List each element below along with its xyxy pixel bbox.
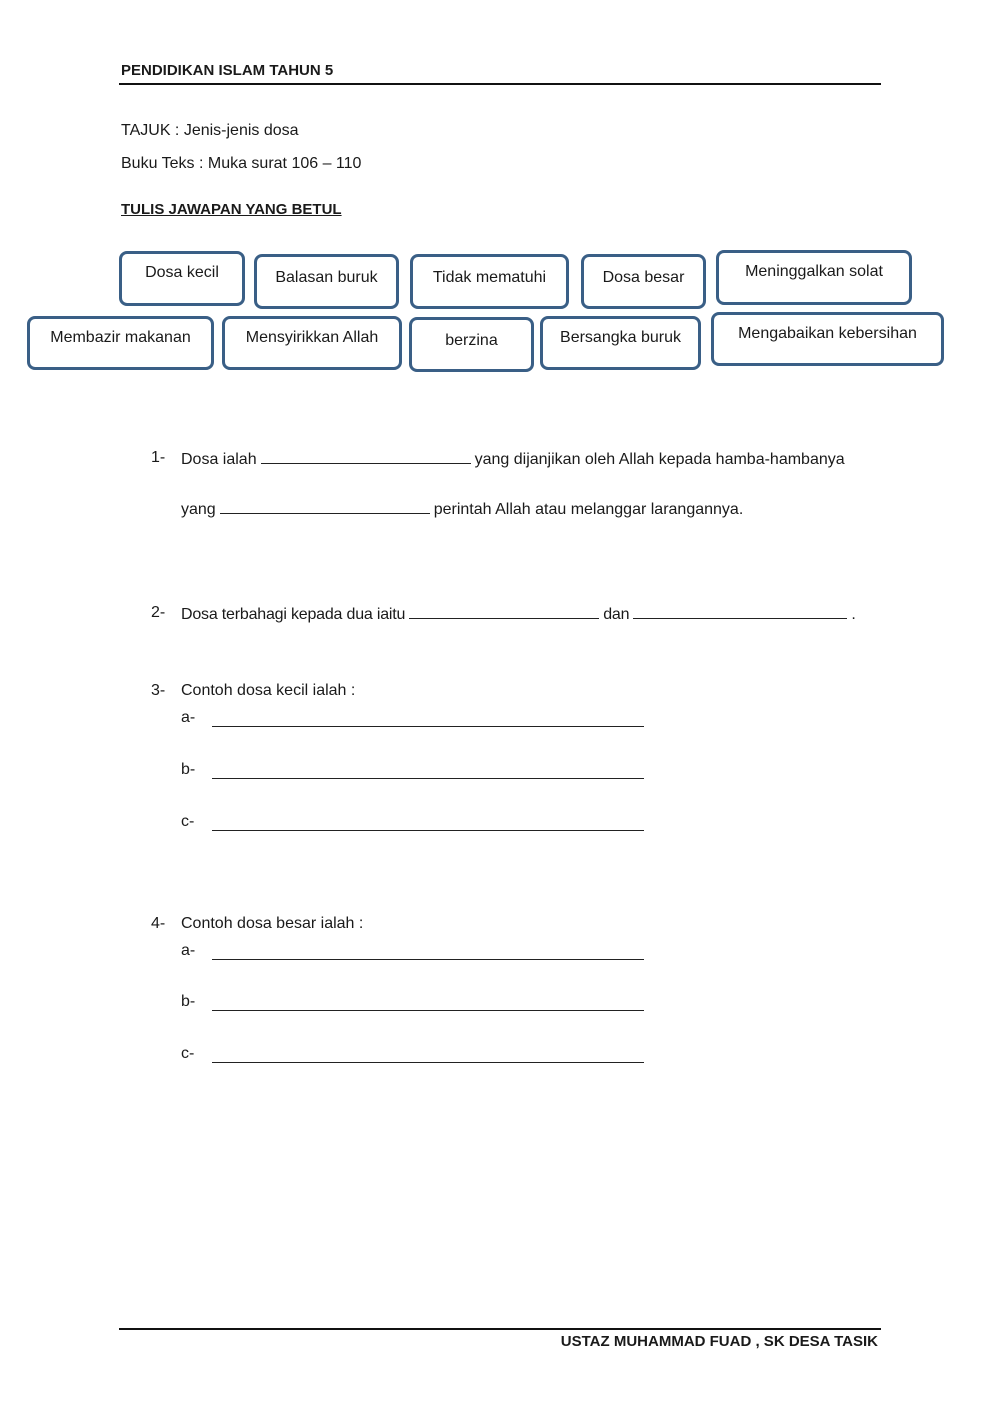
question-4-label-b: b-: [181, 993, 196, 1010]
question-1-line-1: [181, 449, 845, 469]
question-1-text-d: perintah Allah atau melanggar larangannya.: [433, 501, 744, 518]
question-2-text-c: .: [851, 606, 856, 623]
word-chip-balasan-buruk[interactable]: Balasan buruk: [254, 254, 399, 309]
question-1-text-c: yang: [181, 501, 216, 518]
question-3-number: 3-: [151, 682, 166, 699]
question-3-label-c: c-: [181, 813, 195, 830]
question-1-text-b: yang dijanjikan oleh Allah kepada hamba-hambanya: [474, 451, 845, 468]
page-header-title: PENDIDIKAN ISLAM TAHUN 5: [121, 62, 334, 79]
question-1-text-a: Dosa ialah: [181, 451, 257, 468]
question-2-text-a: Dosa terbahagi kepada dua iaitu: [181, 606, 406, 623]
question-3-label-a: a-: [181, 709, 196, 726]
question-4-answer-line-c[interactable]: [212, 1062, 644, 1063]
question-4-number: 4-: [151, 915, 166, 932]
question-3-answer-line-b[interactable]: [212, 778, 644, 779]
word-chip-mensyirikkan-allah[interactable]: Mensyirikkan Allah: [222, 316, 402, 370]
question-3-answer-line-c[interactable]: [212, 830, 644, 831]
word-chip-mengabaikan-kebersihan[interactable]: Mengabaikan kebersihan: [711, 312, 944, 366]
question-1-blank-1[interactable]: [261, 449, 471, 464]
topic-label: TAJUK : Jenis-jenis dosa: [121, 122, 299, 139]
word-chip-dosa-kecil[interactable]: Dosa kecil: [119, 251, 245, 306]
question-3-answer-line-a[interactable]: [212, 726, 644, 727]
word-chip-meninggalkan-solat[interactable]: Meninggalkan solat: [716, 250, 912, 305]
question-4-label-a: a-: [181, 942, 196, 959]
word-chip-tidak-mematuhi[interactable]: Tidak mematuhi: [410, 254, 569, 309]
footer-author: USTAZ MUHAMMAD FUAD , SK DESA TASIK: [560, 1333, 878, 1350]
word-chip-bersangka-buruk[interactable]: Bersangka buruk: [540, 316, 701, 370]
question-4-answer-line-b[interactable]: [212, 1010, 644, 1011]
question-2-blank-2[interactable]: [633, 604, 847, 619]
question-3-label-b: b-: [181, 761, 196, 778]
question-4-label-c: c-: [181, 1045, 195, 1062]
question-3-text: Contoh dosa kecil ialah :: [181, 682, 356, 699]
header-divider: [119, 83, 881, 85]
word-chip-berzina[interactable]: berzina: [409, 317, 534, 372]
question-2-line: [181, 604, 856, 624]
question-1-number: 1-: [151, 449, 166, 466]
word-chip-membazir-makanan[interactable]: Membazir makanan: [27, 316, 214, 370]
question-2-number: 2-: [151, 604, 166, 621]
question-1-line-2: [181, 499, 743, 519]
question-2-blank-1[interactable]: [409, 604, 599, 619]
question-2-text-b: dan: [603, 606, 630, 623]
question-1-blank-2[interactable]: [220, 499, 430, 514]
footer-divider: [119, 1328, 881, 1330]
instruction-heading: TULIS JAWAPAN YANG BETUL: [121, 201, 342, 218]
question-4-answer-line-a[interactable]: [212, 959, 644, 960]
textbook-label: Buku Teks : Muka surat 106 – 110: [121, 155, 362, 172]
word-chip-dosa-besar[interactable]: Dosa besar: [581, 254, 706, 309]
question-4-text: Contoh dosa besar ialah :: [181, 915, 364, 932]
